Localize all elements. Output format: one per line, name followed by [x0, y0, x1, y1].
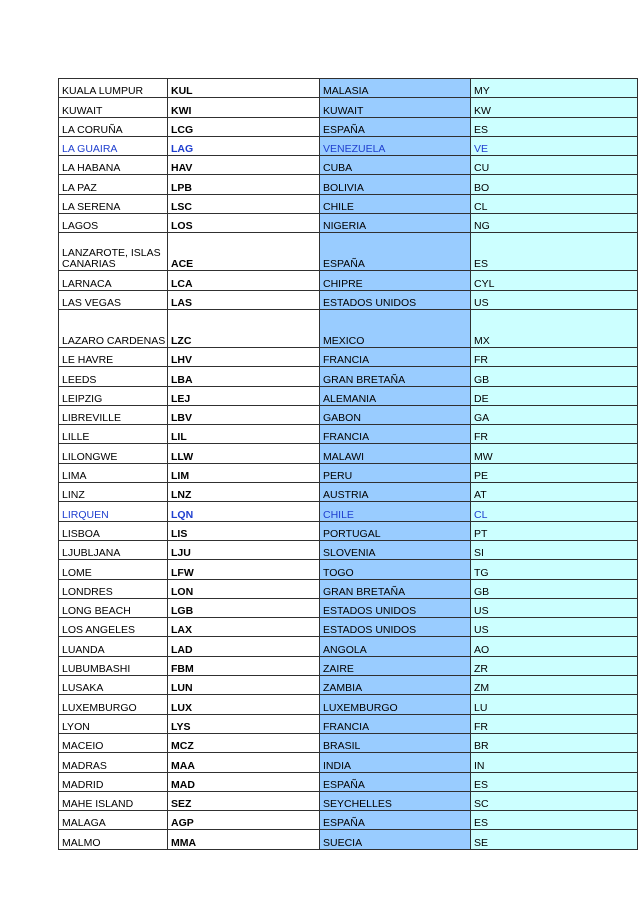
table-row — [59, 98, 638, 117]
city-cell: LAZARO CARDENAS — [59, 309, 168, 347]
airport-code-cell: LIL — [168, 425, 320, 444]
country-cell: PERU — [320, 463, 471, 482]
city-cell: KUALA LUMPUR — [59, 79, 168, 98]
table-row — [59, 733, 638, 752]
country-cell: INDIA — [320, 753, 471, 772]
country-cell: ESPAÑA — [320, 811, 471, 830]
country-code-cell: MY — [471, 79, 638, 98]
airport-code-cell: KWI — [168, 98, 320, 117]
country-code-cell: PT — [471, 521, 638, 540]
city-cell: LA PAZ — [59, 175, 168, 194]
country-code-cell: MX — [471, 309, 638, 347]
country-code-cell: ES — [471, 811, 638, 830]
country-cell: GABON — [320, 405, 471, 424]
city-cell: LUSAKA — [59, 676, 168, 695]
country-cell: ZAMBIA — [320, 676, 471, 695]
country-code-cell: ES — [471, 117, 638, 136]
airport-code-cell: LFW — [168, 560, 320, 579]
country-cell: ZAIRE — [320, 656, 471, 675]
table-row — [59, 233, 638, 271]
country-code-cell: CL — [471, 194, 638, 213]
table-row — [59, 637, 638, 656]
airport-code-cell: LQN — [168, 502, 320, 521]
country-code-cell: LU — [471, 695, 638, 714]
city-cell: MAHE ISLAND — [59, 791, 168, 810]
country-cell: CUBA — [320, 156, 471, 175]
airport-code-cell: LAX — [168, 618, 320, 637]
country-cell: GRAN BRETAÑA — [320, 579, 471, 598]
country-code-cell: IN — [471, 753, 638, 772]
table-row — [59, 214, 638, 233]
city-cell: LILONGWE — [59, 444, 168, 463]
city-cell: LILLE — [59, 425, 168, 444]
table-row — [59, 271, 638, 290]
airport-code-cell: LIM — [168, 463, 320, 482]
city-cell: LAS VEGAS — [59, 290, 168, 309]
table-row — [59, 347, 638, 366]
city-cell: LA GUAIRA — [59, 136, 168, 155]
airport-code-cell: LCA — [168, 271, 320, 290]
country-cell: ESTADOS UNIDOS — [320, 290, 471, 309]
country-cell: FRANCIA — [320, 347, 471, 366]
country-cell: CHIPRE — [320, 271, 471, 290]
city-cell: MADRAS — [59, 753, 168, 772]
country-cell: BOLIVIA — [320, 175, 471, 194]
city-cell: LA CORUÑA — [59, 117, 168, 136]
city-cell: LYON — [59, 714, 168, 733]
country-code-cell: AT — [471, 483, 638, 502]
table-row — [59, 772, 638, 791]
table-row — [59, 386, 638, 405]
country-code-cell: KW — [471, 98, 638, 117]
city-cell: LA HABANA — [59, 156, 168, 175]
city-cell: LIRQUEN — [59, 502, 168, 521]
airport-code-cell: LAG — [168, 136, 320, 155]
city-cell: LARNACA — [59, 271, 168, 290]
table-row — [59, 405, 638, 424]
country-cell: BRASIL — [320, 733, 471, 752]
country-cell: ANGOLA — [320, 637, 471, 656]
city-cell: LIMA — [59, 463, 168, 482]
airport-code-cell: LUX — [168, 695, 320, 714]
country-code-cell: DE — [471, 386, 638, 405]
table-row — [59, 117, 638, 136]
table-row — [59, 811, 638, 830]
table-row — [59, 175, 638, 194]
table-row — [59, 463, 638, 482]
country-cell: VENEZUELA — [320, 136, 471, 155]
table-row — [59, 290, 638, 309]
country-cell: TOGO — [320, 560, 471, 579]
table-row — [59, 136, 638, 155]
country-code-cell: FR — [471, 347, 638, 366]
country-cell: ESPAÑA — [320, 233, 471, 271]
country-cell: ALEMANIA — [320, 386, 471, 405]
airport-code-cell: LYS — [168, 714, 320, 733]
country-cell: SLOVENIA — [320, 540, 471, 559]
airport-code-cell: LHV — [168, 347, 320, 366]
table-row — [59, 483, 638, 502]
table-row — [59, 521, 638, 540]
airport-code-cell: LPB — [168, 175, 320, 194]
country-code-cell: SC — [471, 791, 638, 810]
airport-code-cell: AGP — [168, 811, 320, 830]
table-row — [59, 194, 638, 213]
city-cell: LIBREVILLE — [59, 405, 168, 424]
table-row — [59, 695, 638, 714]
city-cell: MALAGA — [59, 811, 168, 830]
country-cell: CHILE — [320, 194, 471, 213]
country-code-cell: MW — [471, 444, 638, 463]
city-cell: LONDRES — [59, 579, 168, 598]
city-cell: LEIPZIG — [59, 386, 168, 405]
table-row — [59, 79, 638, 98]
airport-code-cell: MMA — [168, 830, 320, 849]
country-code-cell: SI — [471, 540, 638, 559]
airport-code-cell: LGB — [168, 598, 320, 617]
airport-code-cell: LUN — [168, 676, 320, 695]
city-cell: MADRID — [59, 772, 168, 791]
table-row — [59, 753, 638, 772]
country-code-cell: ZR — [471, 656, 638, 675]
table-row — [59, 676, 638, 695]
table-row — [59, 502, 638, 521]
airport-code-cell: LJU — [168, 540, 320, 559]
table-row — [59, 656, 638, 675]
country-cell: ESPAÑA — [320, 772, 471, 791]
airport-code-cell: LIS — [168, 521, 320, 540]
country-code-cell: NG — [471, 214, 638, 233]
country-code-cell: GA — [471, 405, 638, 424]
table-row — [59, 309, 638, 347]
country-code-cell: US — [471, 598, 638, 617]
table-body — [59, 79, 638, 850]
country-cell: AUSTRIA — [320, 483, 471, 502]
country-code-cell: PE — [471, 463, 638, 482]
country-code-cell: CYL — [471, 271, 638, 290]
country-code-cell: ZM — [471, 676, 638, 695]
country-code-cell: ES — [471, 772, 638, 791]
city-cell: LONG BEACH — [59, 598, 168, 617]
country-cell: GRAN BRETAÑA — [320, 367, 471, 386]
city-cell: LJUBLJANA — [59, 540, 168, 559]
country-code-cell: TG — [471, 560, 638, 579]
country-cell: SEYCHELLES — [320, 791, 471, 810]
country-cell: FRANCIA — [320, 425, 471, 444]
table-row — [59, 791, 638, 810]
country-cell: NIGERIA — [320, 214, 471, 233]
country-code-cell: US — [471, 290, 638, 309]
city-cell: LEEDS — [59, 367, 168, 386]
airport-code-cell: LBV — [168, 405, 320, 424]
airport-code-cell: LNZ — [168, 483, 320, 502]
country-cell: PORTUGAL — [320, 521, 471, 540]
city-cell: KUWAIT — [59, 98, 168, 117]
airport-code-cell: LEJ — [168, 386, 320, 405]
airport-code-cell: MAD — [168, 772, 320, 791]
table-row — [59, 714, 638, 733]
country-code-cell: FR — [471, 425, 638, 444]
airport-code-cell: KUL — [168, 79, 320, 98]
city-cell: MALMO — [59, 830, 168, 849]
city-cell: LUANDA — [59, 637, 168, 656]
airport-code-cell: LON — [168, 579, 320, 598]
country-cell: KUWAIT — [320, 98, 471, 117]
airport-code-cell: SEZ — [168, 791, 320, 810]
airport-code-cell: FBM — [168, 656, 320, 675]
country-cell: MALAWI — [320, 444, 471, 463]
city-cell: LE HAVRE — [59, 347, 168, 366]
table-row — [59, 830, 638, 849]
country-cell: ESTADOS UNIDOS — [320, 598, 471, 617]
country-cell: SUECIA — [320, 830, 471, 849]
country-code-cell: ES — [471, 233, 638, 271]
airport-code-cell: LBA — [168, 367, 320, 386]
country-cell: MEXICO — [320, 309, 471, 347]
city-cell: LA SERENA — [59, 194, 168, 213]
city-cell: LOS ANGELES — [59, 618, 168, 637]
country-code-cell: GB — [471, 367, 638, 386]
airport-code-cell: MCZ — [168, 733, 320, 752]
table-row — [59, 598, 638, 617]
table-row — [59, 156, 638, 175]
airport-code-cell: HAV — [168, 156, 320, 175]
city-cell: LUBUMBASHI — [59, 656, 168, 675]
country-code-cell: AO — [471, 637, 638, 656]
country-code-cell: SE — [471, 830, 638, 849]
country-code-cell: FR — [471, 714, 638, 733]
airport-code-cell: MAA — [168, 753, 320, 772]
country-code-cell: VE — [471, 136, 638, 155]
airport-code-cell: ACE — [168, 233, 320, 271]
country-code-cell: BO — [471, 175, 638, 194]
country-cell: MALASIA — [320, 79, 471, 98]
city-cell: LISBOA — [59, 521, 168, 540]
airport-code-cell: LZC — [168, 309, 320, 347]
city-cell: LOME — [59, 560, 168, 579]
table-row — [59, 579, 638, 598]
city-cell: LINZ — [59, 483, 168, 502]
airport-code-cell: LSC — [168, 194, 320, 213]
country-cell: ESTADOS UNIDOS — [320, 618, 471, 637]
country-code-cell: US — [471, 618, 638, 637]
city-cell: LUXEMBURGO — [59, 695, 168, 714]
country-code-cell: CL — [471, 502, 638, 521]
table-row — [59, 540, 638, 559]
table-row — [59, 560, 638, 579]
airport-codes-table — [58, 78, 638, 850]
airport-code-cell: LCG — [168, 117, 320, 136]
country-code-cell: GB — [471, 579, 638, 598]
airport-code-cell: LAS — [168, 290, 320, 309]
city-cell: MACEIO — [59, 733, 168, 752]
city-cell: LANZAROTE, ISLAS CANARIAS — [59, 233, 168, 271]
country-cell: LUXEMBURGO — [320, 695, 471, 714]
country-code-cell: CU — [471, 156, 638, 175]
table-row — [59, 618, 638, 637]
airport-code-cell: LAD — [168, 637, 320, 656]
country-cell: FRANCIA — [320, 714, 471, 733]
table-row — [59, 444, 638, 463]
city-cell: LAGOS — [59, 214, 168, 233]
country-code-cell: BR — [471, 733, 638, 752]
airport-code-cell: LLW — [168, 444, 320, 463]
table-row — [59, 425, 638, 444]
country-cell: ESPAÑA — [320, 117, 471, 136]
country-cell: CHILE — [320, 502, 471, 521]
airport-code-cell: LOS — [168, 214, 320, 233]
table-row — [59, 367, 638, 386]
